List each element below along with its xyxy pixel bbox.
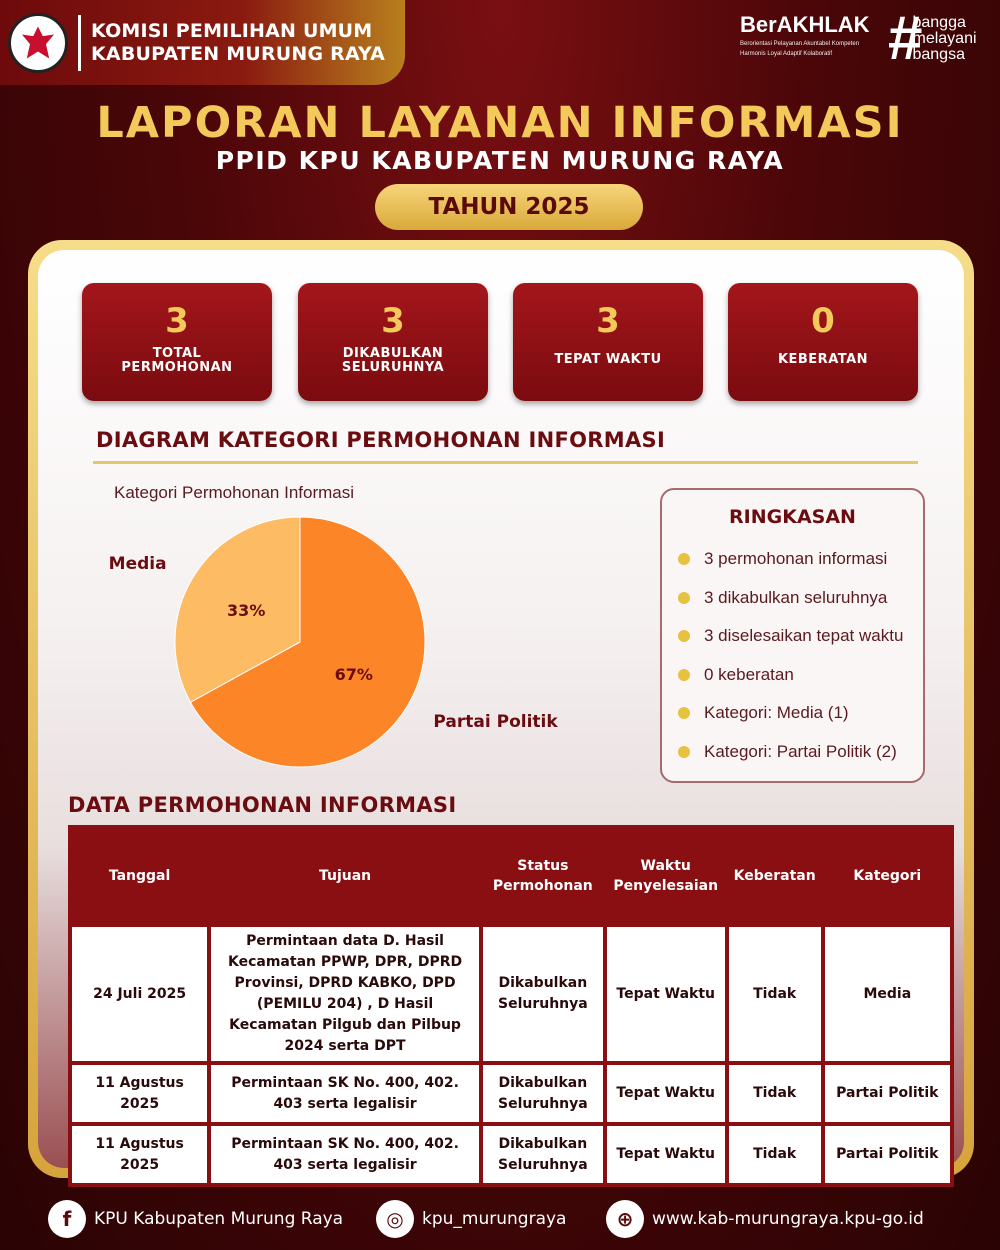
cell-tanggal: 11 Agustus 2025 [72,1065,207,1122]
stat-value: 3 [165,301,189,341]
bangga-melayani-logo [888,4,977,73]
col-header-waktu: Waktu Penyelesaian [607,829,725,923]
bullet-dot-icon [678,592,690,604]
facebook-icon: f [48,1200,86,1238]
chart-title: Kategori Permohonan Informasi [114,483,355,502]
pie-percent-label: 67% [334,664,373,684]
summary-item-text: 3 permohonan informasi [704,549,888,569]
table-row [72,927,950,1061]
stat-value: 3 [381,301,405,341]
cell-tujuan: Permintaan SK No. 400, 402. 403 serta legalisir [211,1065,479,1122]
summary-item-text: Kategori: Media (1) [704,703,849,723]
table-heading: DATA PERMOHONAN INFORMASI [68,793,457,817]
pie-category-label: Media [108,554,167,575]
summary-item [662,579,923,618]
stat-label-line1: TOTAL [152,346,202,361]
berakhlak-tagline-2: Harmonis Loyal Adaptif Kolaboratif [740,51,833,57]
cell-waktu: Tepat Waktu [607,927,725,1061]
brand-divider [78,15,81,71]
col-header-tanggal: Tanggal [72,829,207,923]
stat-value: 3 [596,301,620,341]
org-name-line1: KOMISI PEMILIHAN UMUM [91,19,373,42]
summary-item-text: 3 diselesaikan tepat waktu [704,626,904,646]
col-header-status: Status Permohonan [483,829,603,923]
header-brand [0,0,405,85]
col-header-tujuan: Tujuan [211,829,479,923]
cell-waktu: Tepat Waktu [607,1065,725,1122]
col-header-kategori: Kategori [825,829,950,923]
website-link[interactable] [606,1200,924,1238]
cell-kategori: Partai Politik [825,1126,950,1183]
diagram-heading: DIAGRAM KATEGORI PERMOHONAN INFORMASI [96,428,666,452]
summary-item [662,733,923,772]
main-panel-inner [38,250,964,1173]
cell-status: Dikabulkan Seluruhnya [483,1126,603,1183]
stat-label-line1: TEPAT WAKTU [554,352,662,367]
stat-label-line2: PERMOHONAN [121,360,233,375]
bullet-dot-icon [678,707,690,719]
table-row [72,1126,950,1183]
cell-tanggal: 24 Juli 2025 [72,927,207,1061]
summary-item [662,617,923,656]
cell-keberatan: Tidak [729,927,821,1061]
org-name [91,20,385,66]
bangga-word-3: bangsa [912,46,965,63]
stat-label [513,353,703,367]
bangga-word-1: bangga [912,14,966,31]
page-subtitle: PPID KPU KABUPATEN MURUNG RAYA [215,146,785,175]
cell-tujuan: Permintaan SK No. 400, 402. 403 serta legalisir [211,1126,479,1183]
col-header-keberatan: Keberatan [729,829,821,923]
stat-card-total [82,283,272,401]
garuda-emblem-icon [22,27,54,59]
globe-icon: ⊕ [606,1200,644,1238]
stat-label [728,353,918,367]
table-row [72,1065,950,1122]
stat-card-keberatan [728,283,918,401]
berakhlak-wordmark: BerAKHLAK [740,12,870,37]
org-name-line2: KABUPATEN MURUNG RAYA [91,42,386,65]
summary-list [662,540,923,771]
bullet-dot-icon [678,746,690,758]
pie-percent-label: 33% [227,601,266,621]
footer [0,1190,1000,1250]
hashtag-icon: # [888,4,923,73]
bullet-dot-icon [678,553,690,565]
berakhlak-logo [740,12,885,58]
stat-label [298,347,488,375]
stat-label-line2: SELURUHNYA [341,360,445,375]
cell-keberatan: Tidak [729,1065,821,1122]
instagram-link[interactable] [376,1200,566,1238]
bullet-dot-icon [678,669,690,681]
summary-item [662,540,923,579]
data-table [68,825,954,1187]
main-panel [28,240,974,1178]
cell-tujuan: Permintaan data D. Hasil Kecamatan PPWP, DPR, DPRD Provinsi, DPRD KABKO, DPD (PEMILU 204) , D Hasil Kecamatan Pilgub dan Pilbup 2024 serta DPT [211,927,479,1061]
heading-divider [93,461,918,464]
cell-waktu: Tepat Waktu [607,1126,725,1183]
stat-label-line1: KEBERATAN [777,352,869,367]
instagram-label: kpu_murungraya [422,1209,567,1229]
website-label: www.kab-murungraya.kpu-go.id [652,1209,924,1229]
table-header-row [72,829,950,923]
year-badge: TAHUN 2025 [375,184,643,230]
summary-box [660,488,925,783]
berakhlak-tagline-1: Berorientasi Pelayanan Akuntabel Kompeten [740,41,860,47]
bangga-word-2: melayani [912,30,977,47]
bullet-dot-icon [678,630,690,642]
summary-item-text: 3 dikabulkan seluruhnya [704,587,888,607]
stat-card-dikabulkan [298,283,488,401]
facebook-link[interactable] [48,1200,343,1238]
summary-title: RINGKASAN [729,506,856,528]
cell-kategori: Partai Politik [825,1065,950,1122]
pie-category-label: Partai Politik [433,711,558,732]
instagram-icon: ◎ [376,1200,414,1238]
facebook-label: KPU Kabupaten Murung Raya [94,1209,344,1229]
cell-status: Dikabulkan Seluruhnya [483,927,603,1061]
stat-card-tepat-waktu [513,283,703,401]
summary-item [662,656,923,695]
cell-status: Dikabulkan Seluruhnya [483,1065,603,1122]
summary-item-text: Kategori: Partai Politik (2) [704,741,897,761]
cell-tanggal: 11 Agustus 2025 [72,1126,207,1183]
cell-keberatan: Tidak [729,1126,821,1183]
summary-item [662,694,923,733]
category-pie-chart [78,480,578,780]
stat-label [82,347,272,375]
cell-kategori: Media [825,927,950,1061]
kpu-logo [8,13,68,73]
summary-item-text: 0 keberatan [704,664,794,684]
stat-value: 0 [811,301,835,341]
page-title: LAPORAN LAYANAN INFORMASI [96,98,904,148]
stat-label-line1: DIKABULKAN [342,346,444,361]
